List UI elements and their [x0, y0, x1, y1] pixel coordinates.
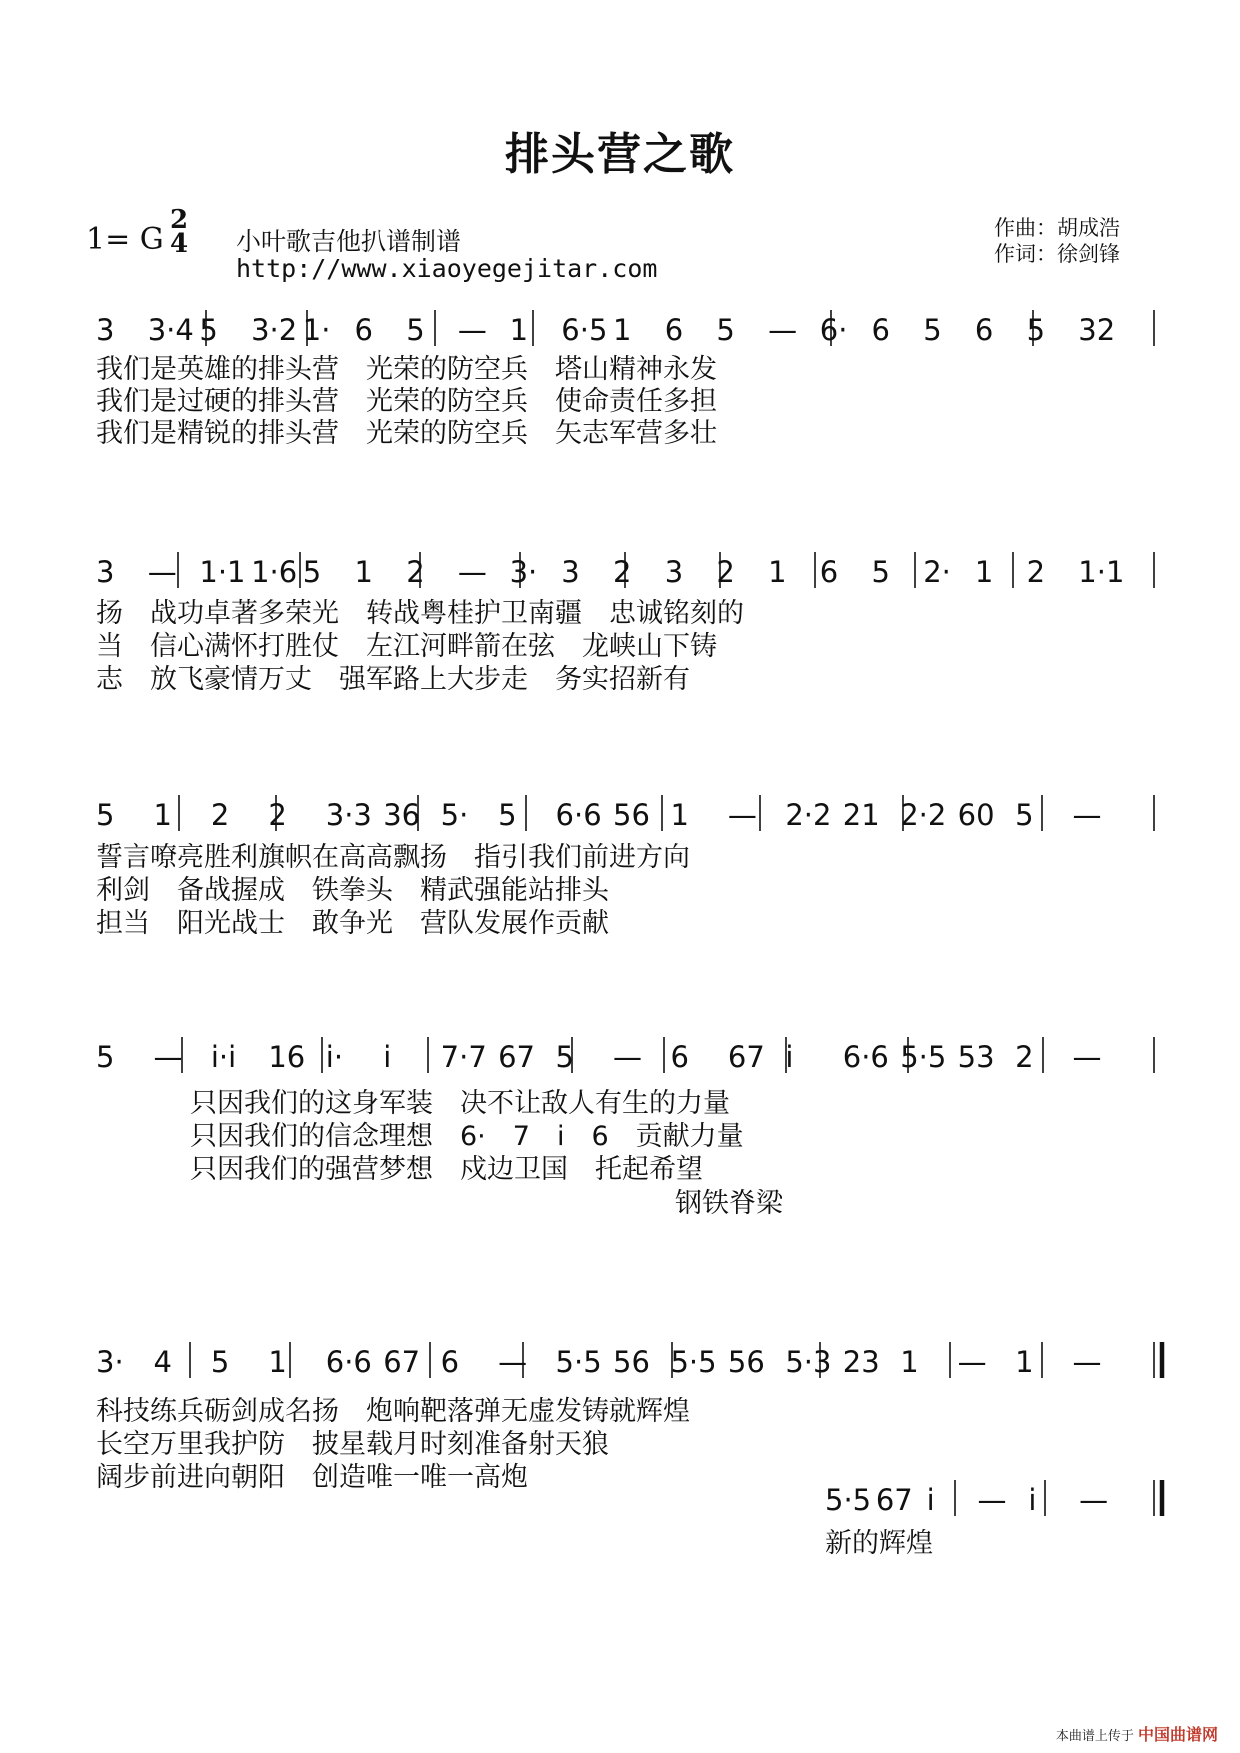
note-token: — [977, 1483, 1007, 1517]
note-token: 3 [664, 555, 684, 589]
note-token: 67 [498, 1040, 536, 1074]
note-token: 6 [974, 313, 994, 347]
lyric-line: 当 信心满怀打胜仗 左江河畔箭在弦 龙峡山下铸 [96, 631, 717, 662]
note-token: 23 [842, 1345, 880, 1379]
note-token: 3·3 [325, 798, 372, 832]
note-token: 1 [613, 313, 632, 347]
note-token: 6 [871, 313, 890, 347]
note-token: 5 [96, 798, 115, 832]
note-token: 2 [210, 798, 230, 832]
note-token: i [926, 1483, 935, 1517]
lyric-line: 只因我们的信念理想 6· 7 i 6 贡献力量 [190, 1121, 744, 1152]
arranger-credit: 小叶歌吉他扒谱制谱 [236, 227, 462, 256]
note-token: 2·2 [900, 798, 947, 832]
footer-text: 本曲谱上传于 [1055, 1729, 1134, 1744]
note-token: 5 [498, 798, 517, 832]
note-token: 1 [268, 1345, 287, 1379]
note-token: 5 [210, 1345, 230, 1379]
note-token: 2·2 [785, 798, 832, 832]
note-token: 56 [613, 798, 650, 832]
note-token: 3·2 [251, 313, 298, 347]
lyric-line: 誓言嘹亮胜利旗帜在高高飘扬 指引我们前进方向 [96, 842, 690, 873]
note-token: 5 [199, 313, 218, 347]
note-token: — [1072, 1345, 1102, 1379]
note-token: 32 [1078, 313, 1116, 347]
note-token: — [1072, 1040, 1102, 1074]
note-token: 1 [1015, 1345, 1034, 1379]
note-token: 6 [440, 1345, 460, 1379]
note-token: 3· [96, 1345, 124, 1379]
note-token: 1·6 [251, 555, 298, 589]
lyricist-credit: 作词：徐剑锋 [994, 242, 1120, 266]
composer-credit: 作曲：胡成浩 [994, 216, 1120, 240]
note-token: 1 [354, 555, 373, 589]
lyric-line: 钢铁脊梁 [675, 1188, 783, 1219]
note-token: 1 [900, 1345, 919, 1379]
note-token: 5 [302, 555, 322, 589]
note-token: 2 [1026, 555, 1046, 589]
lyric-line: 利剑 备战握成 铁拳头 精武强能站排头 [96, 875, 609, 906]
note-token: i [785, 1040, 794, 1074]
note-token: i·i [210, 1040, 237, 1074]
note-token: i· [325, 1040, 344, 1074]
note-token: — [768, 313, 798, 347]
note-token: 67 [383, 1345, 421, 1379]
note-token: 5·5 [670, 1345, 717, 1379]
note-token: — [727, 798, 757, 832]
note-token: 5·5 [555, 1345, 602, 1379]
note-token: — [957, 1345, 987, 1379]
lyric-line: 长空万里我护防 披星载月时刻准备射天狼 [96, 1429, 609, 1460]
note-token: 5 [923, 313, 942, 347]
song-title: 排头营之歌 [505, 129, 735, 180]
note-token: i [1028, 1483, 1037, 1517]
lyric-line: 只因我们的这身军装 决不让敌人有生的力量 [190, 1088, 730, 1119]
note-token: 1 [153, 798, 172, 832]
note-token: 5· [440, 798, 469, 832]
note-token: 5 [1015, 798, 1034, 832]
note-token: 16 [268, 1040, 306, 1074]
note-token: — [147, 555, 177, 589]
source-url: http://www.xiaoyegejitar.com [236, 254, 658, 283]
note-token: — [613, 1040, 642, 1074]
note-token: 5 [96, 1040, 115, 1074]
note-token: 2 [1015, 1040, 1034, 1074]
lyric-line: 担当 阳光战士 敢争光 营队发展作贡献 [96, 908, 609, 939]
note-token: 5 [406, 313, 425, 347]
note-token: 2 [406, 555, 425, 589]
note-token: 60 [957, 798, 995, 832]
note-token: — [1079, 1483, 1109, 1517]
note-token: 5 [871, 555, 890, 589]
lyric-line: 只因我们的强营梦想 戍边卫国 托起希望 [190, 1154, 703, 1185]
note-token: 2 [613, 555, 632, 589]
note-token: 5 [555, 1040, 575, 1074]
note-token: 67 [727, 1040, 765, 1074]
note-token: 5·3 [785, 1345, 832, 1379]
note-token: 3 [96, 555, 115, 589]
note-token: 1·1 [1078, 555, 1125, 589]
note-token: 6·6 [555, 798, 602, 832]
note-token: 6·6 [842, 1040, 889, 1074]
note-token: i [383, 1040, 392, 1074]
note-token: 6·6 [325, 1345, 372, 1379]
note-token: 21 [842, 798, 880, 832]
note-token: 7·7 [440, 1040, 487, 1074]
note-token: 6 [664, 313, 684, 347]
note-token: 36 [383, 798, 421, 832]
note-token: 1 [509, 313, 529, 347]
lyric-line: 科技练兵砺剑成名扬 炮响靶落弹无虚发铸就辉煌 [96, 1396, 690, 1427]
note-token: 1· [302, 313, 331, 347]
note-token: 2 [268, 798, 287, 832]
note-token: 5·5 [825, 1483, 872, 1517]
time-signature-top: 2 [170, 205, 189, 235]
note-token: — [457, 313, 487, 347]
note-token: 1 [974, 555, 994, 589]
time-signature-bottom: 4 [170, 229, 189, 259]
note-token: 53 [957, 1040, 995, 1074]
note-token: 56 [613, 1345, 650, 1379]
note-token: 6· [819, 313, 848, 347]
note-token: 3·4 [147, 313, 194, 347]
note-token: 6 [670, 1040, 689, 1074]
footer-note [1056, 1722, 1218, 1745]
note-token: 3 [96, 313, 115, 347]
note-token: 1 [768, 555, 787, 589]
lyric-line: 阔步前进向朝阳 创造唯一唯一高炮 [96, 1462, 528, 1493]
note-token: 6 [354, 313, 373, 347]
note-token: — [153, 1040, 183, 1074]
lyric-line: 我们是精锐的排头营 光荣的防空兵 矢志军营多壮 [96, 418, 717, 449]
lyric-line: 我们是过硬的排头营 光荣的防空兵 使命责任多担 [96, 386, 717, 417]
note-token: 56 [727, 1345, 765, 1379]
note-token: — [1072, 798, 1102, 832]
note-token: 3· [509, 555, 538, 589]
note-token: 5 [1026, 313, 1046, 347]
note-token: 5·5 [900, 1040, 947, 1074]
note-token: 5 [716, 313, 735, 347]
note-token: — [457, 555, 487, 589]
note-token: 1·1 [199, 555, 246, 589]
note-token: 2 [716, 555, 735, 589]
note-token: 6·5 [561, 313, 608, 347]
footer-site: 中国曲谱网 [1137, 1725, 1218, 1744]
lyric-line: 志 放飞豪情万丈 强军路上大步走 务实招新有 [96, 664, 690, 695]
lyric-line: 扬 战功卓著多荣光 转战粤桂护卫南疆 忠诚铭刻的 [96, 598, 744, 629]
note-token: 1 [670, 798, 689, 832]
note-token: 4 [153, 1345, 172, 1379]
note-token: 67 [875, 1483, 913, 1517]
lyric-line: 新的辉煌 [825, 1528, 933, 1559]
note-token: 6 [819, 555, 839, 589]
note-token: 3 [561, 555, 580, 589]
lyric-line: 我们是英雄的排头营 光荣的防空兵 塔山精神永发 [96, 354, 717, 385]
key-signature: 1= G [86, 222, 164, 257]
note-token: — [498, 1345, 528, 1379]
note-token: 2· [923, 555, 951, 589]
